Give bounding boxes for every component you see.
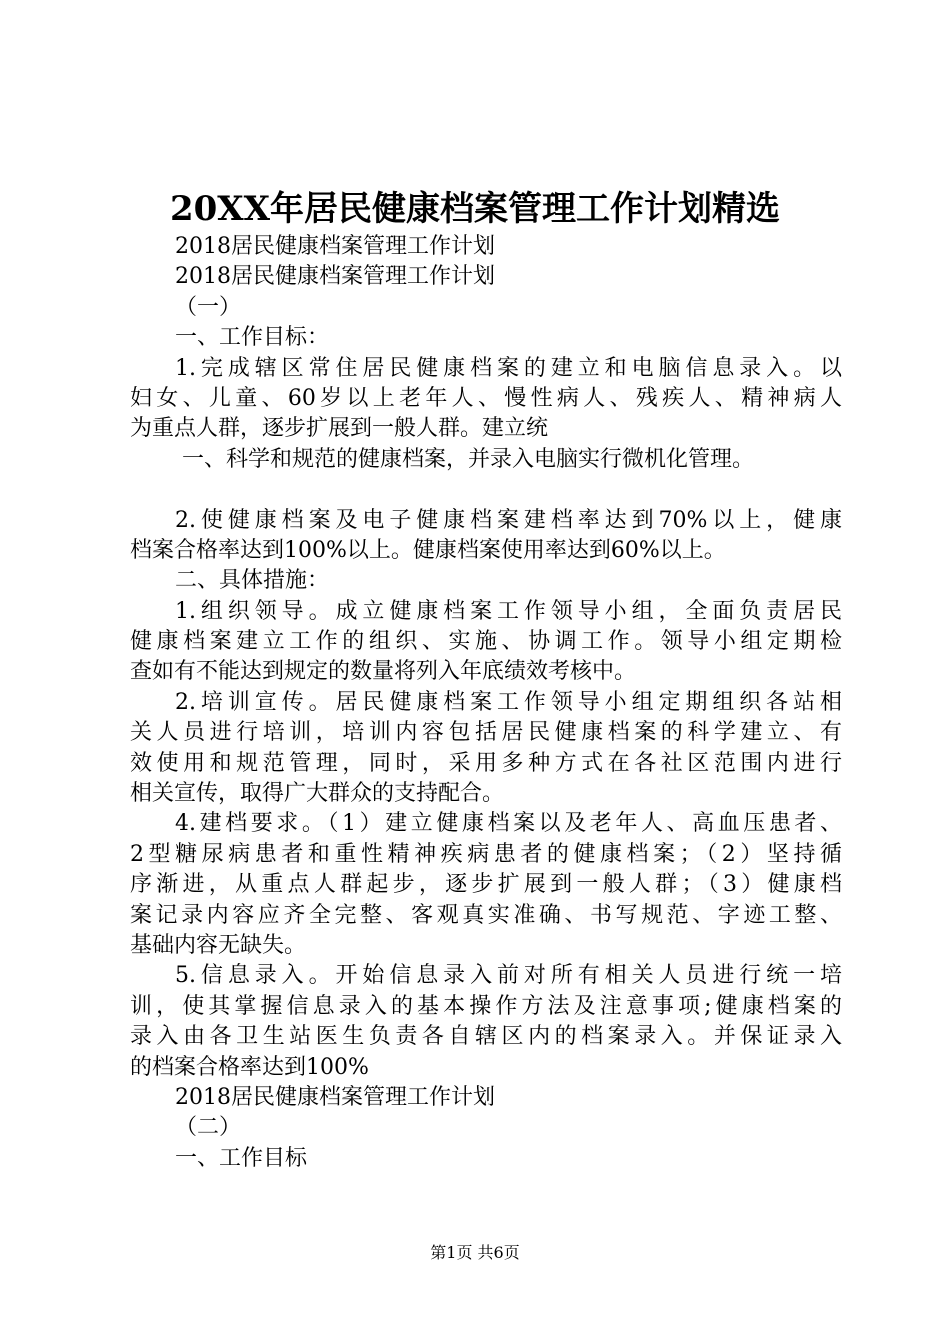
page-number-footer: 第1页 共6页 xyxy=(430,1243,520,1262)
paragraph-line: 录入由各卫生站医生负责各自辖区内的档案录入。并保证录入 xyxy=(130,1024,842,1050)
paragraph-line: 查如有不能达到规定的数量将列入年底绩效考核中。 xyxy=(130,659,637,685)
paragraph-line: 关人员进行培训，培训内容包括居民健康档案的科学建立、有 xyxy=(130,720,842,746)
paragraph-line: 2.培训宣传。居民健康档案工作领导小组定期组织各站相 xyxy=(175,689,842,715)
paragraph-line: （二） xyxy=(175,1115,242,1141)
paragraph-line: 2.使健康档案及电子健康档案建档率达到70%以上，健康 xyxy=(175,507,842,533)
paragraph-line: 案记录内容应齐全完整、客观真实准确、书写规范、字迹工整、 xyxy=(130,902,842,928)
document-body xyxy=(130,232,842,1174)
document-title: 20XX年居民健康档案管理工作计划精选 xyxy=(169,189,781,229)
paragraph-line: 2018居民健康档案管理工作计划 xyxy=(175,264,495,290)
paragraph-line: 健康档案建立工作的组织、实施、协调工作。领导小组定期检 xyxy=(130,629,842,655)
paragraph-line: 2018居民健康档案管理工作计划 xyxy=(175,1084,495,1110)
paragraph-line: 5.信息录入。开始信息录入前对所有相关人员进行统一培 xyxy=(175,963,842,989)
paragraph-line: 4.建档要求。（1）建立健康档案以及老年人、高血压患者、 xyxy=(175,811,842,837)
paragraph-line: 2型糖尿病患者和重性精神疾病患者的健康档案；（2）坚持循 xyxy=(130,841,842,867)
paragraph-line: 训，使其掌握信息录入的基本操作方法及注意事项;健康档案的 xyxy=(130,993,842,1019)
paragraph-line: 妇女、儿童、60岁以上老年人、慢性病人、残疾人、精神病人 xyxy=(130,385,842,411)
paragraph-line: 1.组织领导。成立健康档案工作领导小组，全面负责居民 xyxy=(175,598,842,624)
blank-line xyxy=(130,475,842,505)
paragraph-line: 二、具体措施： xyxy=(175,568,330,594)
paragraph-line: 效使用和规范管理，同时，采用多种方式在各社区范围内进行 xyxy=(130,750,842,776)
paragraph-line: 序渐进，从重点人群起步，逐步扩展到一般人群；（3）健康档 xyxy=(130,872,842,898)
paragraph-line: 一、工作目标 xyxy=(175,1145,308,1171)
paragraph-line: 1.完成辖区常住居民健康档案的建立和电脑信息录入。以 xyxy=(175,355,842,381)
paragraph-line: （一） xyxy=(175,294,242,320)
paragraph-line: 相关宣传，取得广大群众的支持配合。 xyxy=(130,781,505,807)
paragraph-line: 一、科学和规范的健康档案，并录入电脑实行微机化管理。 xyxy=(182,446,755,472)
paragraph-line: 基础内容无缺失。 xyxy=(130,932,307,958)
paragraph-line: 一、工作目标： xyxy=(175,325,330,351)
paragraph-line: 为重点人群，逐步扩展到一般人群。建立统 xyxy=(130,416,549,442)
paragraph-line: 档案合格率达到100%以上。健康档案使用率达到60%以上。 xyxy=(130,537,726,563)
paragraph-line: 的档案合格率达到100% xyxy=(130,1054,369,1080)
paragraph-line: 2018居民健康档案管理工作计划 xyxy=(175,234,495,259)
